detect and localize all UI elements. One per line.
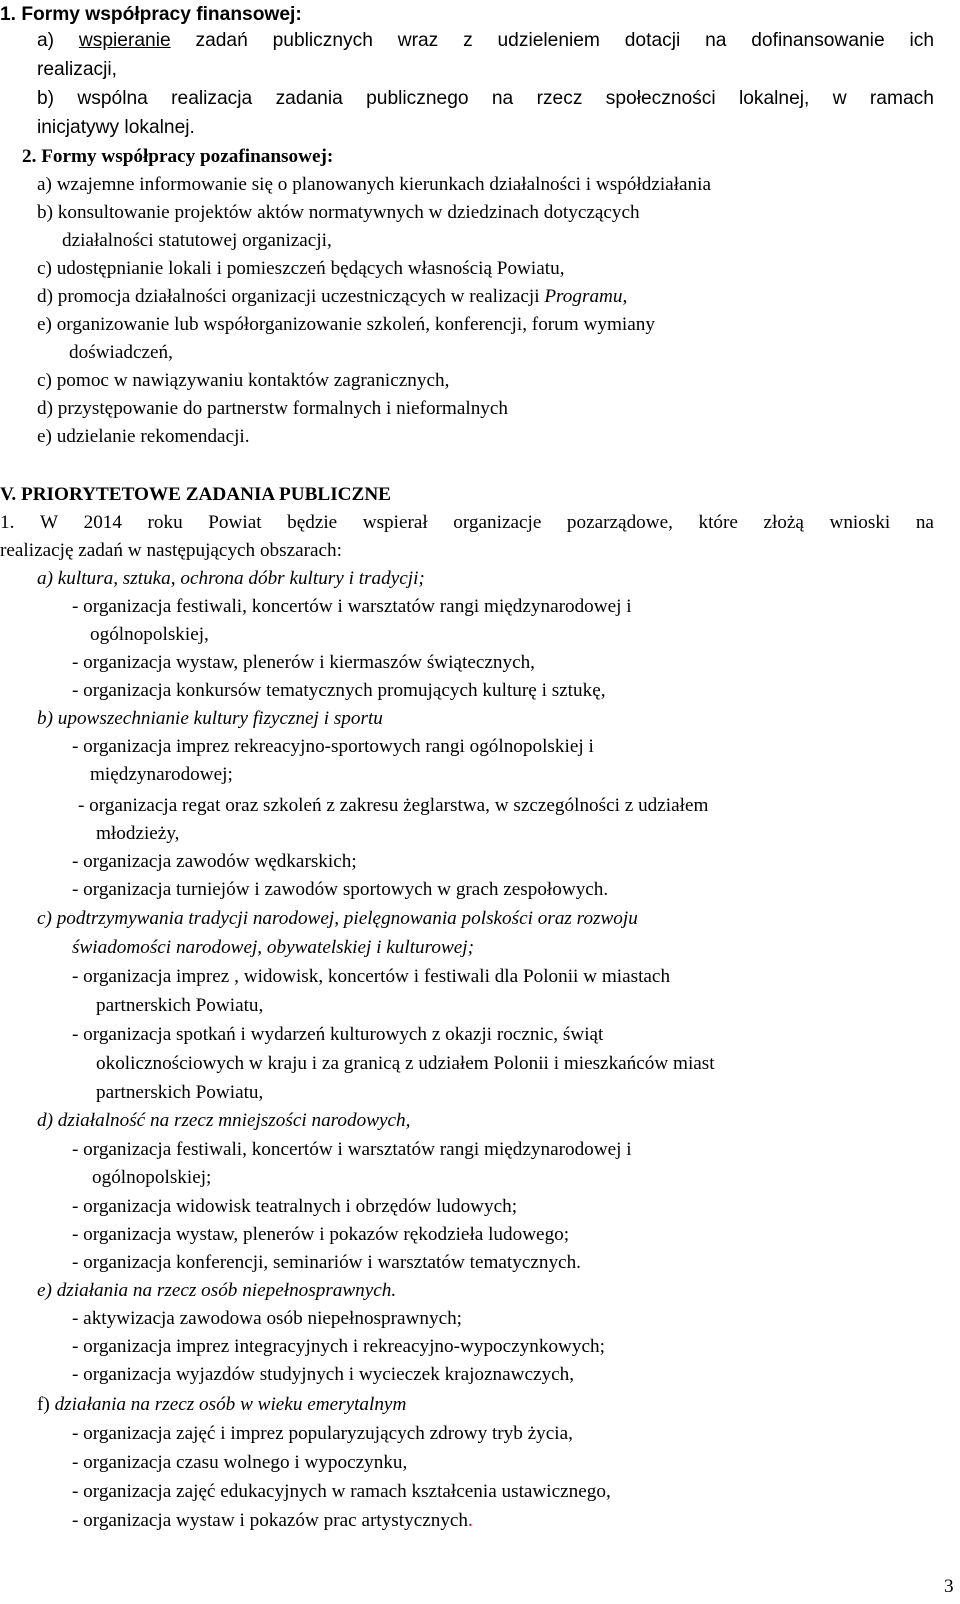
area-d-item-4: - organizacja konferencji, seminariów i warsztatów tematycznych. [72,1252,581,1273]
area-e-heading: e) działania na rzecz osób niepełnosprawnych. [37,1280,397,1301]
area-b-item-1: - organizacja imprez rekreacyjno-sportowych rangi ogólnopolskiej i [72,736,594,757]
section-2-item-e3: e) udzielanie rekomendacji. [37,426,250,447]
section-2-item-e-cont: doświadczeń, [69,342,173,363]
section-1-heading: 1. Formy współpracy finansowej: [0,4,302,25]
area-f-item-1: - organizacja zajęć i imprez popularyzujących zdrowy tryb życia, [72,1423,573,1444]
area-b-item-3: - organizacja zawodów wędkarskich; [72,851,357,872]
area-f-item-4: - organizacja wystaw i pokazów prac artystycznych. [72,1510,473,1531]
area-a-item-2: - organizacja wystaw, plenerów i kiermaszów świątecznych, [72,652,535,673]
section-2-item-c: c) udostępnianie lokali i pomieszczeń będących własnością Powiatu, [37,258,565,279]
area-b-item-2: - organizacja regat oraz szkoleń z zakresu żeglarstwa, w szczególności z udziałem [78,795,709,816]
section-v-intro: 1. W 2014 roku Powiat będzie wspierał organizacje pozarządowe, które złożą wnioski na [0,512,934,533]
area-b-heading: b) upowszechnianie kultury fizycznej i sportu [37,708,383,729]
area-c-heading-cont: świadomości narodowej, obywatelskiej i kulturowej; [72,937,475,958]
section-1-item-a-cont: realizacji, [37,59,117,80]
section-2-item-a: a) wzajemne informowanie się o planowanych kierunkach działalności i współdziałania [37,174,711,195]
area-c-item-2-cont: okolicznościowych w kraju i za granicą z udziałem Polonii i mieszkańców miast [96,1053,715,1074]
section-2-item-d2: d) przystępowanie do partnerstw formalnych i nieformalnych [37,398,509,419]
area-c-item-2-cont2: partnerskich Powiatu, [96,1082,264,1103]
area-f-item-2: - organizacja czasu wolnego i wypoczynku, [72,1452,408,1473]
area-a-item-3: - organizacja konkursów tematycznych promujących kulturę i sztukę, [72,680,606,701]
page-number: 3 [944,1576,954,1597]
area-d-item-1: - organizacja festiwali, koncertów i warsztatów rangi międzynarodowej i [72,1139,632,1160]
area-e-item-2: - organizacja imprez integracyjnych i rekreacyjno-wypoczynkowych; [72,1336,605,1357]
area-d-item-1-cont: ogólnopolskiej; [92,1167,212,1188]
area-c-heading: c) podtrzymywania tradycji narodowej, pielęgnowania polskości oraz rozwoju [37,908,638,929]
area-f-item-3: - organizacja zajęć edukacyjnych w ramach kształcenia ustawicznego, [72,1481,611,1502]
area-f-heading: f) działania na rzecz osób w wieku emerytalnym [37,1394,407,1415]
section-1-item-b-cont: inicjatywy lokalnej. [37,117,195,138]
area-d-heading: d) działalność na rzecz mniejszości narodowych, [37,1110,411,1131]
area-e-item-1: - aktywizacja zawodowa osób niepełnosprawnych; [72,1308,463,1329]
area-c-item-1-cont: partnerskich Powiatu, [96,995,264,1016]
section-1-item-b: b) wspólna realizacja zadania publicznego na rzecz społeczności lokalnej, w ramach [37,88,934,109]
area-e-item-3: - organizacja wyjazdów studyjnych i wycieczek krajoznawczych, [72,1364,575,1385]
area-b-item-2-cont: młodzieży, [96,823,180,844]
area-a-heading: a) kultura, sztuka, ochrona dóbr kultury i tradycji; [37,568,425,589]
section-2-item-e: e) organizowanie lub współorganizowanie szkoleń, konferencji, forum wymiany [37,314,655,335]
area-a-item-1-cont: ogólnopolskiej, [90,624,209,645]
section-2-heading: 2. Formy współpracy pozafinansowej: [22,146,334,167]
area-c-item-2: - organizacja spotkań i wydarzeń kulturowych z okazji rocznic, świąt [72,1024,604,1045]
section-2-item-c2: c) pomoc w nawiązywaniu kontaktów zagranicznych, [37,370,450,391]
section-2-item-d: d) promocja działalności organizacji uczestniczących w realizacji Programu, [37,286,628,307]
area-b-item-1-cont: międzynarodowej; [90,764,233,785]
area-c-item-1: - organizacja imprez , widowisk, koncertów i festiwali dla Polonii w miastach [72,966,671,987]
section-2-item-b-cont: działalności statutowej organizacji, [62,230,332,251]
area-d-item-3: - organizacja wystaw, plenerów i pokazów rękodzieła ludowego; [72,1224,570,1245]
area-a-item-1: - organizacja festiwali, koncertów i warsztatów rangi międzynarodowej i [72,596,632,617]
section-2-item-b: b) konsultowanie projektów aktów normatywnych w dziedzinach dotyczących [37,202,640,223]
section-v-heading: V. PRIORYTETOWE ZADANIA PUBLICZNE [0,484,391,505]
area-b-item-4: - organizacja turniejów i zawodów sportowych w grach zespołowych. [72,879,609,900]
section-v-intro-cont: realizację zadań w następujących obszarach: [0,540,342,561]
area-d-item-2: - organizacja widowisk teatralnych i obrzędów ludowych; [72,1196,518,1217]
section-1-item-a: a) wspieranie zadań publicznych wraz z udzieleniem dotacji na dofinansowanie ich [37,30,934,51]
